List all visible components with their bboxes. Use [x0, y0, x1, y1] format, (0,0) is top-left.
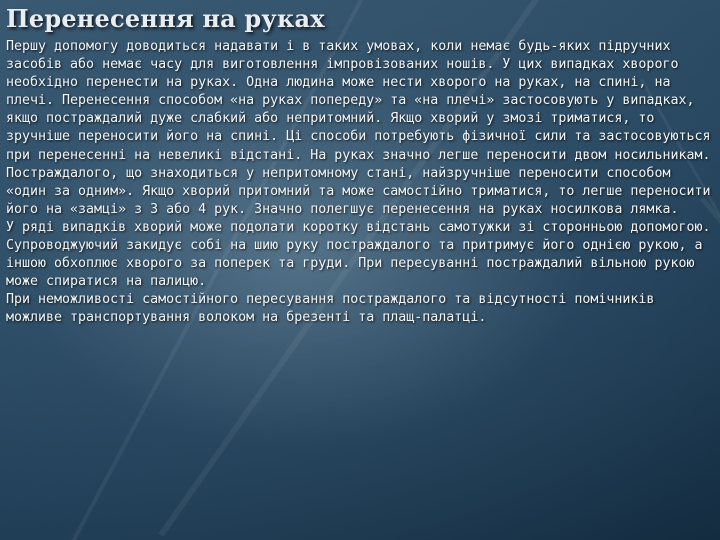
body-paragraph: Першу допомогу доводиться надавати і в таких умовах, коли немає будь-яких підручних засобів або немає часу для виготовлення імпровізованих ношів. У цих випадках хворого необхідно перенести на руках. Одна людина може нести хворого на руках, на спині, на плечі. Перенесення способом «на руках попереду» та «на плечі» застосовують у випадках, якщо постраждалий дуже слабкий або непритомний. Якщо хворий у змозі триматися, то зручніше переносити його на спині. Ці способи потребують фізичної сили та застосовуються при перенесенні на невеликі відстані. На руках значно легше переносити двом носильникам. Постраждалого, що знаходиться у непритомному стані, найзручніше переносити способом «один за одним». Якщо хворий притомний та може самостійно триматися, то легше переносити його на «замці» з 3 або 4 рук. Значно полегшує перенесення на руках носилкова лямка.: [6, 39, 711, 217]
body-paragraph: При неможливості самостійного пересування постраждалого та відсутності помічників можливе транспортування волоком на брезенті та плащ-палатці.: [6, 292, 655, 326]
body-paragraph: У ряді випадків хворий може подолати коротку відстань самотужки зі сторонньою допомогою. Супроводжуючий закидує собі на шию руку постраждалого та притримує його однією рукою, а іншою обхоплює хворого за поперек та груди. При пересуванні постраждалий вільною рукою може спиратися на палицю.: [6, 219, 711, 290]
slide-body: [6, 38, 716, 328]
slide-title: Перенесення на руках: [6, 4, 325, 33]
